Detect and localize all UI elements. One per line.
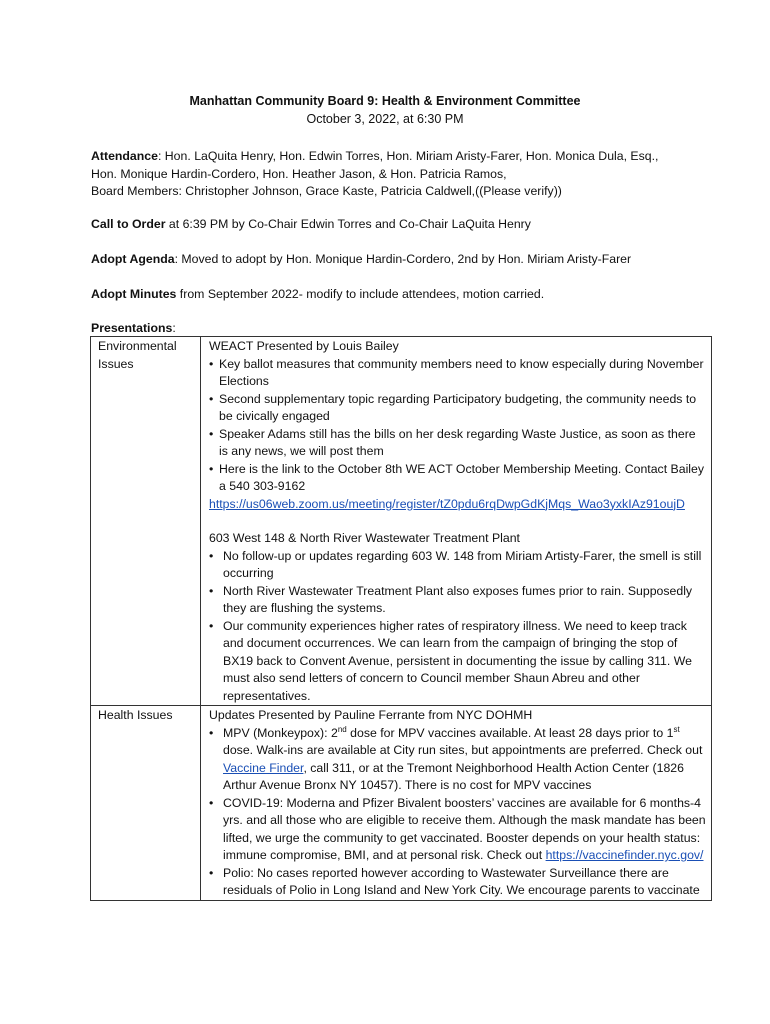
- attendance-section: [91, 148, 731, 201]
- environmental-heading-line-2: Issues: [98, 356, 134, 371]
- vaccinefinder-url-link[interactable]: https://vaccinefinder.nyc.gov/: [545, 848, 704, 862]
- mpv-text-c: dose. Walk-ins are available at City run sites, but appointments are preferred. Check out: [223, 743, 703, 757]
- meeting-date: October 3, 2022, at 6:30 PM: [306, 112, 464, 126]
- environmental-issues-cell: [91, 337, 201, 706]
- environmental-heading-line-1: Environmental: [98, 339, 177, 353]
- environmental-content-cell: [201, 337, 712, 706]
- list-item-mpv: [209, 725, 707, 795]
- presentations-table: [90, 336, 712, 901]
- list-item: • No follow-up or updates regarding 603 W. 148 from Miriam Artisty-Farer, the smell is still occurring: [209, 548, 707, 583]
- mpv-text-a: MPV (Monkeypox): 2: [223, 725, 338, 740]
- list-item: • North River Wastewater Treatment Plant also exposes fumes prior to rain. Supposedly they are flushing the systems.: [209, 583, 707, 618]
- table-row: [91, 706, 712, 901]
- adopt-minutes-label: Adopt Minutes: [91, 287, 177, 301]
- adopt-minutes: [91, 286, 731, 304]
- health-heading: Health Issues: [98, 708, 173, 722]
- plant-title: 603 West 148 & North River Wastewater Treatment Plant: [209, 531, 520, 545]
- call-to-order-label: Call to Order: [91, 217, 166, 231]
- presentations-heading: [91, 320, 731, 338]
- health-content-cell: [201, 706, 712, 901]
- presentations-colon: :: [172, 321, 176, 335]
- call-to-order-text: at 6:39 PM by Co-Chair Edwin Torres and Co-Chair LaQuita Henry: [165, 217, 531, 231]
- weact-title: WEACT Presented by Louis Bailey: [209, 339, 399, 353]
- mpv-text-b: dose for MPV vaccines available. At least 28 days prior to 1: [346, 725, 674, 740]
- presentations-label: Presentations: [91, 321, 173, 335]
- weact-meeting-link[interactable]: https://us06web.zoom.us/meeting/register/tZ0pdu6rqDwpGdKjMqs_Wao3yxkIAz91oujD: [209, 496, 685, 511]
- call-to-order: [91, 216, 731, 234]
- adopt-agenda: [91, 251, 731, 269]
- covid-text: COVID-19: Moderna and Pfizer Bivalent boosters’ vaccines are available for 6 months-4 yrs. and all those who are eligible to receive them. Although the mask mandate has been lifted, we urge the community to get vaccinated. Booster depends on your health status: immune compromise, BMI, and at personal risk. Check out: [223, 795, 706, 862]
- mpv-superscript-1: nd: [337, 724, 347, 734]
- adopt-agenda-text: : Moved to adopt by Hon. Monique Hardin-Cordero, 2nd by Hon. Miriam Aristy-Farer: [174, 252, 632, 266]
- list-item-covid: [209, 795, 707, 865]
- mpv-superscript-2: st: [673, 724, 680, 734]
- list-item: • Key ballot measures that community members need to know especially during November Elections: [209, 356, 707, 391]
- document-title: Manhattan Community Board 9: Health & Environment Committee: [189, 94, 581, 108]
- list-item: • Speaker Adams still has the bills on her desk regarding Waste Justice, as soon as there is any news, we will post them: [209, 426, 707, 461]
- table-row: [91, 337, 712, 706]
- vaccine-finder-link[interactable]: Vaccine Finder: [223, 760, 304, 775]
- attendance-label: Attendance: [91, 149, 158, 163]
- list-item: • Our community experiences higher rates of respiratory illness. We need to keep track and document occurrences. We can learn from the campaign of bringing the stop of BX19 back to Convent Avenue, persistent in documenting the issue by calling 311. We must also send letters of concern to Council member Shaun Abreu and other representatives.: [209, 618, 707, 706]
- mpv-text-d: , call 311, or at the Tremont Neighborhood Health Action Center (1826 Arthur Avenue Bronx NY 10457). There is no cost for MPV vaccines: [223, 760, 684, 792]
- spacer: [209, 513, 707, 530]
- health-list: [209, 725, 707, 900]
- list-item: • Second supplementary topic regarding Participatory budgeting, the community needs to be civically engaged: [209, 391, 707, 426]
- attendance-line-2: Hon. Monique Hardin-Cordero, Hon. Heather Jason, & Hon. Patricia Ramos,: [91, 166, 507, 181]
- plant-list: [209, 548, 707, 706]
- list-item: • Here is the link to the October 8th WE ACT October Membership Meeting. Contact Bailey a 540 303-9162: [209, 461, 707, 496]
- list-item-polio: • Polio: No cases reported however according to Wastewater Surveillance there are residuals of Polio in Long Island and New York City. We encourage parents to vaccinate: [209, 865, 707, 900]
- health-issues-cell: [91, 706, 201, 901]
- adopt-agenda-label: Adopt Agenda: [91, 252, 175, 266]
- adopt-minutes-text: from September 2022- modify to include attendees, motion carried.: [176, 287, 545, 301]
- attendance-line-1: : Hon. LaQuita Henry, Hon. Edwin Torres, Hon. Miriam Aristy-Farer, Hon. Monica Dula, Esq.,: [157, 149, 659, 163]
- health-title: Updates Presented by Pauline Ferrante from NYC DOHMH: [209, 708, 533, 722]
- weact-list: [209, 356, 707, 496]
- attendance-line-3: Board Members: Christopher Johnson, Grace Kaste, Patricia Caldwell,((Please verify)): [91, 184, 562, 198]
